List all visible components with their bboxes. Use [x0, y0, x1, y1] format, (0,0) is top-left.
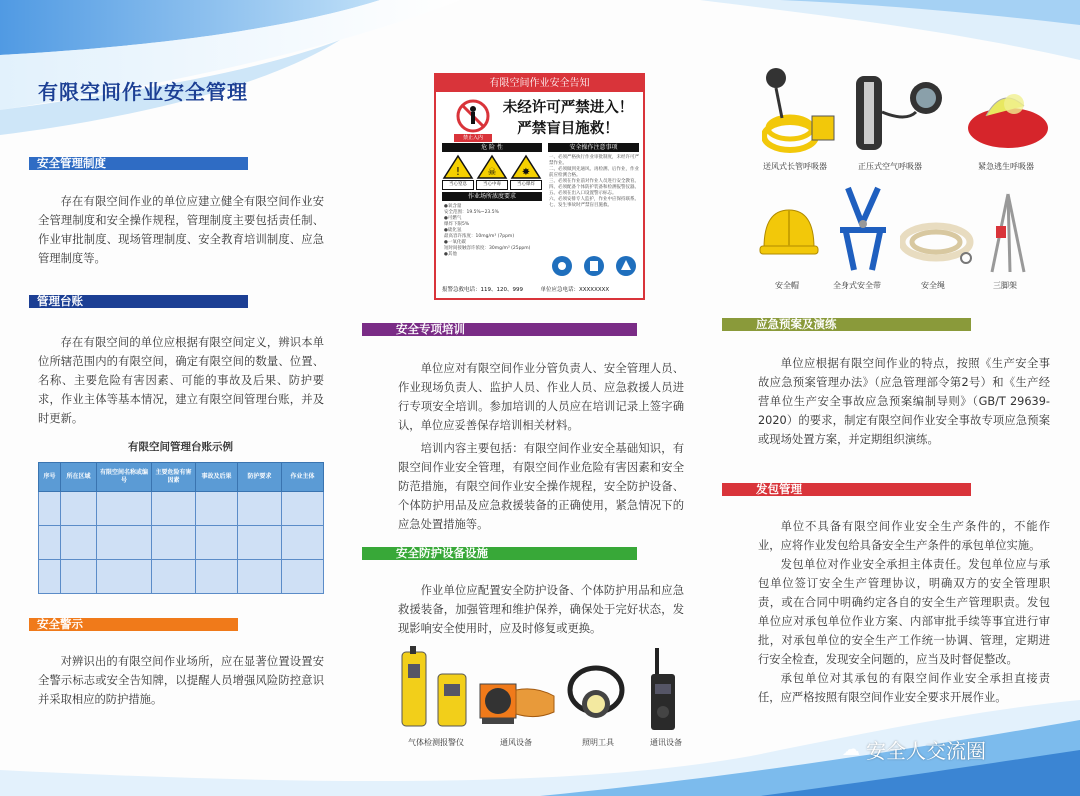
equipment-label: 全身式安全带	[833, 281, 881, 290]
section-text-contract	[758, 517, 1050, 707]
unit-phone: 单位应急电话：XXXXXXXX	[540, 287, 610, 293]
equipment-label: 通风设备	[500, 738, 532, 747]
table-cell	[196, 560, 238, 594]
helmet-image	[758, 204, 820, 262]
requirement-item: 爆炸下限5%	[444, 222, 470, 227]
notice-item: 三、必须在作业前对作业人员进行安全教育。	[549, 179, 639, 184]
scba-image	[850, 72, 958, 154]
contract-paragraph-1: 单位不具备有限空间作业安全生产条件的，不能作业，应将作业发包给具备安全生产条件的承包单位实施。	[758, 520, 1050, 552]
equipment-label: 气体检测报警仪	[408, 738, 464, 747]
emergency-paragraph: 单位应根据有限空间作业的特点，按照《生产安全事故应急预案管理办法》（应急管理部令第2号）和《生产经营单位生产安全事故应急预案编制导则》（GB/T 29639-2020）的要求，制定有限空间作业安全事故专项应急预案或现场处置方案，并定期组织演练。	[758, 357, 1050, 446]
table-cell	[282, 526, 324, 560]
sign-header: 有限空间作业安全告知	[436, 75, 643, 92]
equipment-label: 正压式空气呼吸器	[858, 162, 922, 171]
requirement-item: ●可燃气	[444, 216, 462, 221]
table-cell	[61, 492, 97, 526]
requirement-item: 短时间接触容许浓度：30mg/m³ (25ppm)	[444, 246, 531, 251]
hazard-label: 当心爆炸	[510, 180, 542, 190]
ledger-table	[38, 462, 324, 594]
hazard-label: 当心窒息	[442, 180, 474, 190]
page-title: 有限空间作业安全管理	[38, 80, 248, 104]
equipment-label: 安全帽	[775, 281, 799, 290]
table-cell	[282, 492, 324, 526]
equipment-label: 通讯设备	[650, 738, 682, 747]
harness-image	[832, 184, 894, 274]
sign-line-1: 未经许可严禁进入！	[502, 100, 634, 116]
notice-item: 一、必须严格执行作业审批制度，未经许可严禁作业。	[549, 155, 639, 166]
sign-main-text	[498, 98, 638, 140]
sign-footer	[442, 285, 638, 293]
table-row	[39, 526, 324, 560]
svg-text:☠: ☠	[487, 167, 497, 178]
section-text-protection	[398, 581, 684, 638]
rope-image	[900, 214, 976, 270]
safety-notice-sign	[434, 73, 645, 300]
ledger-col-header: 所在区域	[61, 463, 97, 492]
section-heading-emergency: 应急预案及演练	[722, 318, 971, 331]
section-heading-protection: 安全防护设备设施	[362, 547, 637, 560]
notice-heading: 安全操作注意事项	[548, 143, 639, 152]
section-text-warning	[38, 652, 324, 709]
table-row	[39, 492, 324, 526]
watermark-text: 安全人交流圈	[866, 738, 986, 763]
equipment-label: 送风式长管呼吸器	[763, 162, 827, 171]
escape-respirator-image	[966, 80, 1050, 154]
ledger-table-title: 有限空间管理台账示例	[128, 441, 233, 453]
requirement-item: ●一氧化碳	[444, 240, 466, 245]
requirement-list	[444, 204, 544, 258]
table-cell	[238, 560, 282, 594]
tripod-image	[988, 190, 1028, 274]
notice-item: 七、发生事故时严禁盲目施救。	[549, 203, 612, 208]
sign-line-2: 严禁盲目施救！	[517, 121, 619, 137]
airline-respirator-image	[762, 66, 838, 154]
ledger-paragraph: 存在有限空间的单位应根据有限空间定义，辨识本单位所辖范围内的有限空间，确定有限空间的数量、位置、名称、主要危险有害因素、可能的事故及后果、防护要求，作业主体等基本情况，建立有限空间管理台账，并及时更新。	[38, 336, 324, 425]
svg-text:!: !	[455, 165, 461, 178]
section-text-training	[398, 359, 684, 534]
training-paragraph-2: 培训内容主要包括：有限空间作业安全基础知识，有限空间作业安全管理，有限空间作业危险有害因素和安全防范措施，有限空间作业安全操作规程，安全防护设备、个体防护用品及应急救援装备的正确使用，紧急情况下的应急处置措施等。	[398, 442, 684, 531]
table-cell	[39, 492, 61, 526]
hazard-triangles	[442, 154, 542, 180]
table-cell	[39, 526, 61, 560]
equipment-label: 安全绳	[921, 281, 945, 290]
table-cell	[61, 560, 97, 594]
requirement-item: 最高容许浓度：10mg/m³ (7ppm)	[444, 234, 515, 239]
notice-item: 五、必须在出入口设置警示标志。	[549, 191, 617, 196]
ppe-icons	[550, 255, 638, 277]
ledger-col-header: 事故及后果	[196, 463, 238, 492]
table-cell	[152, 560, 196, 594]
notice-item: 六、必须安排专人监护，作业中应保持联系。	[549, 197, 639, 202]
table-cell	[152, 526, 196, 560]
ledger-col-header: 序号	[39, 463, 61, 492]
section-text-emergency	[758, 354, 1050, 449]
warning-paragraph: 对辨识出的有限空间作业场所，应在显著位置设置安全警示标志或安全告知牌，以提醒人员增强风险防控意识并采取相应的防护措施。	[38, 655, 324, 706]
table-cell	[39, 560, 61, 594]
table-cell	[196, 492, 238, 526]
gas-detector-image	[400, 646, 470, 732]
requirement-item: 安全范围：19.5%~23.5%	[444, 210, 499, 215]
table-cell	[238, 526, 282, 560]
notice-list	[549, 155, 639, 209]
notice-item: 二、必须做到先通风、再检测、后作业，作业前应检测合格。	[549, 167, 639, 178]
requirement-heading: 作业场所浓度要求	[442, 192, 542, 201]
protection-paragraph: 作业单位应配置安全防护设备、个体防护用品和应急救援装备，加强管理和维护保养，确保处于完好状态，发现影响安全使用时，应及时修复或更换。	[398, 584, 684, 635]
requirement-item: ●硫化氢	[444, 228, 462, 233]
ledger-col-header: 防护要求	[238, 463, 282, 492]
section-text-system	[38, 192, 324, 268]
table-cell	[152, 492, 196, 526]
ledger-col-header: 有限空间名称或编号	[97, 463, 152, 492]
table-cell	[61, 526, 97, 560]
section-heading-contract: 发包管理	[722, 483, 971, 496]
section-heading-system: 安全管理制度	[29, 157, 248, 170]
table-cell	[97, 560, 152, 594]
table-cell	[97, 526, 152, 560]
ledger-header-row	[39, 463, 324, 492]
headlamp-image	[565, 664, 627, 732]
ledger-col-header: 主要危险有害因素	[152, 463, 196, 492]
ledger-col-header: 作业主体	[282, 463, 324, 492]
requirement-item: ●氧含量	[444, 204, 462, 209]
section-heading-warning: 安全警示	[29, 618, 238, 631]
equipment-label: 紧急逃生呼吸器	[978, 162, 1034, 171]
contract-paragraph-3: 承包单位对其承包的有限空间作业安全承担直接责任，应严格按照有限空间作业安全要求开展作业。	[758, 672, 1050, 704]
requirement-item: ●其他	[444, 252, 457, 257]
no-entry-icon	[456, 99, 490, 133]
no-entry-label: 禁止入内	[454, 134, 492, 142]
equipment-label: 照明工具	[582, 738, 614, 747]
svg-text:✸: ✸	[521, 167, 531, 178]
hazard-heading: 危 险 性	[442, 143, 542, 152]
equipment-label: 三脚架	[993, 281, 1017, 290]
table-cell	[97, 492, 152, 526]
section-text-ledger	[38, 333, 324, 428]
section-heading-ledger: 管理台账	[29, 295, 248, 308]
contract-paragraph-2: 发包单位对作业安全承担主体责任。发包单位应与承包单位签订安全生产管理协议，明确双方的安全管理职责，或在合同中明确约定各自的安全生产管理职责。发包单位应对承包单位作业方案、内部审批手续等事宜进行审批，对承包单位的安全生产工作统一协调、管理，定期进行安全检查，发现安全问题的，应当及时督促整改。	[758, 558, 1050, 666]
section-heading-training: 安全专项培训	[362, 323, 637, 336]
table-cell	[238, 492, 282, 526]
table-cell	[282, 560, 324, 594]
training-paragraph-1: 单位应对有限空间作业分管负责人、安全管理人员、作业现场负责人、监护人员、作业人员、应急救援人员进行专项安全培训。参加培训的人员应在培训记录上签字确认，单位应妥善保存培训相关材料。	[398, 362, 684, 432]
table-cell	[196, 526, 238, 560]
walkie-talkie-image	[648, 648, 678, 732]
hazard-label: 当心中毒	[476, 180, 508, 190]
watermark	[842, 734, 986, 764]
table-row	[39, 560, 324, 594]
ventilation-fan-image	[476, 676, 556, 728]
wechat-icon: ☁	[842, 738, 860, 760]
emergency-phone: 报警急救电话：119、120、999	[442, 287, 523, 293]
notice-item: 四、必须配备个体防护装备和检测报警仪器。	[549, 185, 639, 190]
system-paragraph: 存在有限空间作业的单位应建立健全有限空间作业安全管理制度和安全操作规程，管理制度主要包括责任制、作业审批制度、现场管理制度、安全教育培训制度、应急管理制度等。	[38, 195, 324, 265]
